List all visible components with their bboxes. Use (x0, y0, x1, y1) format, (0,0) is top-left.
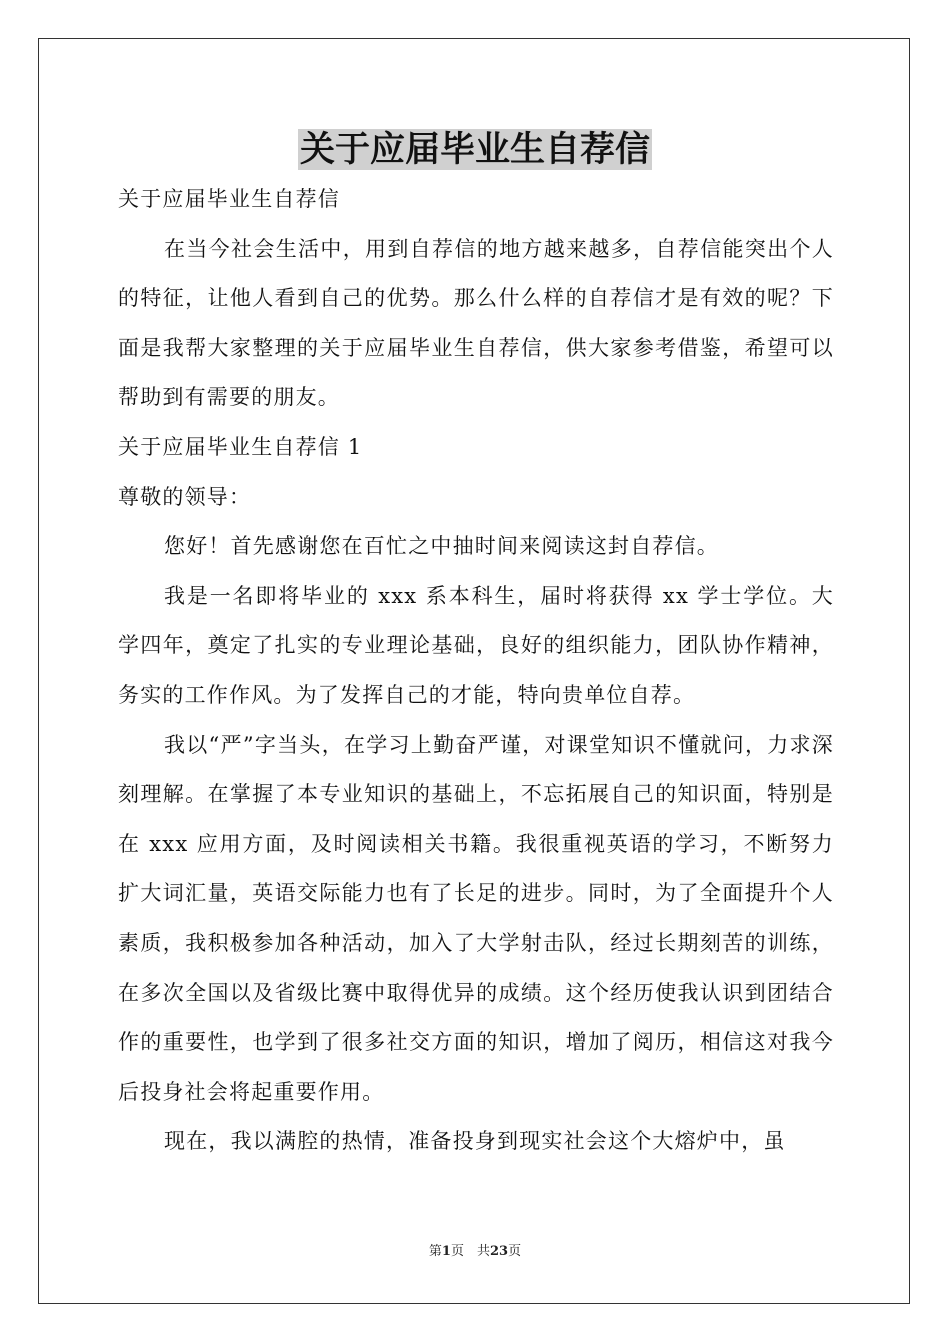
page-footer (0, 1242, 950, 1262)
paragraph-now: 现在，我以满腔的热情，准备投身到现实社会这个大熔炉中，虽 (164, 1129, 786, 1154)
footer-page-mid: 页 共 (450, 1244, 490, 1259)
paragraph-salutation: 尊敬的领导： (118, 484, 252, 509)
footer-page-current: 1 (441, 1244, 451, 1259)
document-body (118, 175, 834, 1167)
paragraph-subtitle: 关于应届毕业生自荐信 (118, 187, 340, 211)
paragraph-intro: 在当今社会生活中，用到自荐信的地方越来越多，自荐信能突出个人的特征，让他人看到自己的优势。那么什么样的自荐信才是有效的呢？下面是我帮大家整理的关于应届毕业生自荐信，供大家参考借鉴，希望可以帮助到有需要的朋友。 (118, 236, 834, 410)
document-title (0, 124, 950, 176)
footer-page-total: 23 (489, 1244, 509, 1259)
footer-page-suffix: 页 (508, 1244, 522, 1259)
paragraph-self-intro: 我是一名即将毕业的 xxx 系本科生，届时将获得 xx 学士学位。大学四年，奠定了扎实的专业理论基础，良好的组织能力，团队协作精神，务实的工作作风。为了发挥自己的才能，特向贵单位自荐。 (118, 583, 834, 707)
paragraph-section-heading: 关于应届毕业生自荐信 1 (118, 434, 363, 459)
document-title-text: 关于应届毕业生自荐信 (299, 129, 650, 170)
paragraph-greeting: 您好！首先感谢您在百忙之中抽时间来阅读这封自荐信。 (164, 534, 719, 559)
footer-page-prefix: 第 (428, 1244, 442, 1259)
paragraph-study: 我以“严”字当头，在学习上勤奋严谨，对课堂知识不懂就问，力求深刻理解。在掌握了本专业知识的基础上，不忘拓展自己的知识面，特别是在 xxx 应用方面，及时阅读相关书籍。我很重视英语的学习，不断努力扩大词汇量，英语交际能力也有了长足的进步。同时，为了全面提升个人素质，我积极参加各种活动，加入了大学射击队，经过长期刻苦的训练，在多次全国以及省级比赛中取得优异的成绩。这个经历使我认识到团结合作的重要性，也学到了很多社交方面的知识，增加了阅历，相信这对我今后投身社会将起重要作用。 (118, 732, 834, 1104)
